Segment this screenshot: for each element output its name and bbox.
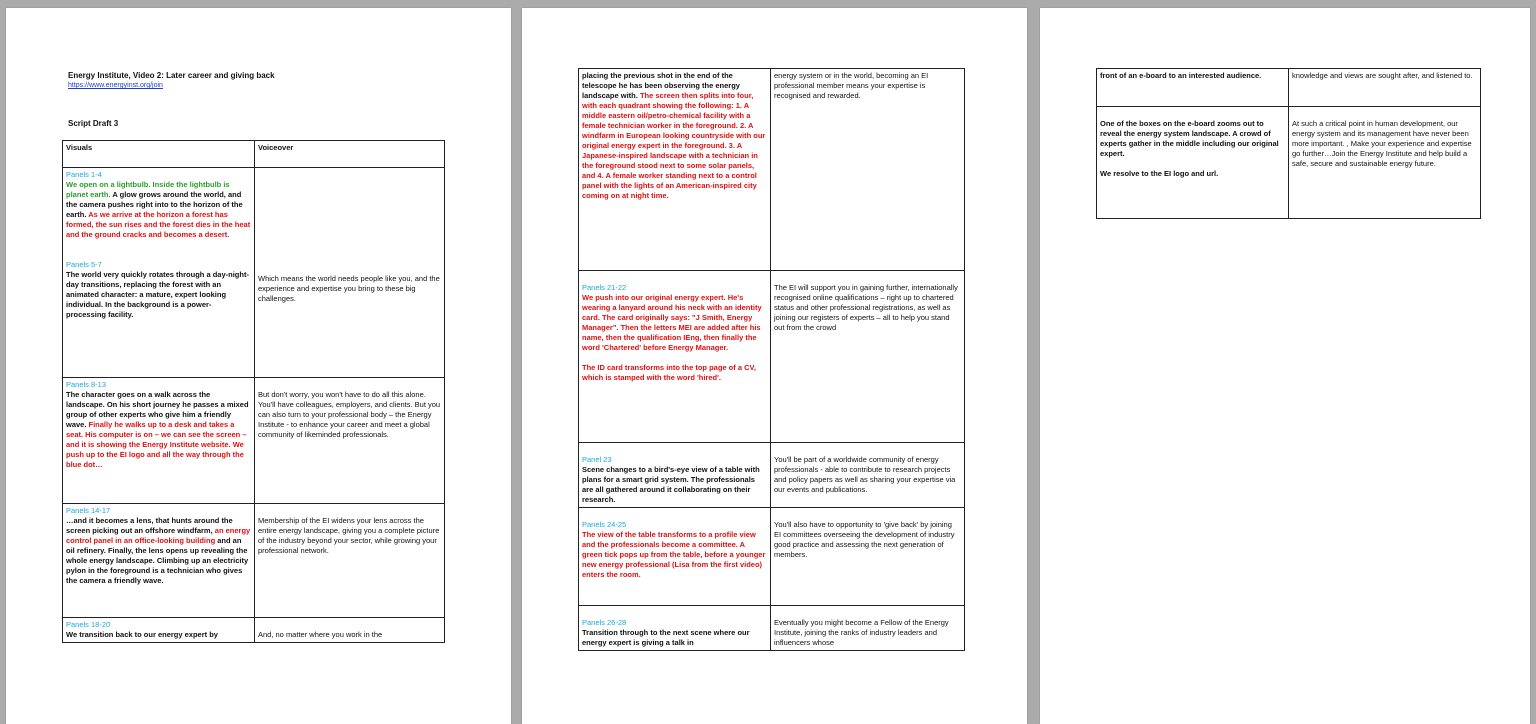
voiceover-cell xyxy=(255,378,445,504)
voiceover-header: Voiceover xyxy=(255,141,445,168)
voiceover-cell xyxy=(771,508,965,606)
visuals-cell xyxy=(63,168,255,378)
visual-text: One of the boxes on the e-board zooms out to reveal the energy system landscape. A crowd of experts gather in the middle including our original expert. xyxy=(1100,119,1279,158)
visual-text: We resolve to the EI logo and url. xyxy=(1100,169,1219,178)
voiceover-cell xyxy=(771,606,965,651)
voiceover-cell xyxy=(771,69,965,271)
visual-text: placing the previous shot in the end of the telescope he has been observing the energy landscape with. xyxy=(582,71,740,100)
visual-text: Transition through to the next scene where our energy expert is giving a talk in xyxy=(582,628,750,647)
table-row xyxy=(579,508,965,606)
voiceover-text: But don't worry, you won't have to do all this alone. You'll have colleagues, employers, and clients. But you can also turn to your professional body – the Energy Institute - to enhance your career and meet a global community of likeminded professionals. xyxy=(258,390,441,439)
document-page-2 xyxy=(522,8,1027,724)
visual-text-red: Finally he walks up to a desk and takes a seat. His computer is on – we can see the screen – and it is showing the Energy Institute website. We push up to the EI logo and all the way through the blue dot… xyxy=(66,420,247,469)
panel-heading: Panels 8-13 xyxy=(66,380,107,389)
panel-heading: Panel 23 xyxy=(582,455,612,464)
table-row xyxy=(63,504,445,618)
panel-heading: Panels 18-20 xyxy=(66,620,111,629)
visual-text: A glow grows around the world, and the camera pushes right into to the horizon of the earth. xyxy=(66,190,243,219)
voiceover-cell xyxy=(771,443,965,508)
visual-text-red: As we arrive at the horizon a forest has formed, the sun rises and the forest dies in the heat and the ground cracks and becomes a desert. xyxy=(66,210,251,239)
voiceover-text: Which means the world needs people like you, and the experience and expertise you bring to these big challenges. xyxy=(258,274,440,303)
visuals-cell xyxy=(1097,107,1289,219)
draft-label: Script Draft 3 xyxy=(68,119,119,128)
visuals-cell xyxy=(579,606,771,651)
visual-text: Scene changes to a bird's-eye view of a table with plans for a smart grid system. The professionals are all gathered around it collaborating on their research. xyxy=(582,465,760,504)
script-table xyxy=(62,140,445,643)
visuals-cell xyxy=(579,508,771,606)
panel-heading: Panels 1-4 xyxy=(66,170,102,179)
visual-text: and an oil refinery. Finally, the lens opens up revealing the whole energy landscape. Climbing up an electricity pylon in the foreground is a technician who gives the camera a friendly wave. xyxy=(66,536,249,585)
panel-heading: Panels 21-22 xyxy=(582,283,627,292)
table-row xyxy=(63,618,445,643)
voiceover-text: The EI will support you in gaining further, internationally recognised online qualifications – right up to chartered status and other professional registrations, as well as joining our registers of experts – all to help you stand out from the crowd xyxy=(774,283,958,332)
panel-heading: Panels 24-25 xyxy=(582,520,627,529)
visuals-cell xyxy=(1097,69,1289,107)
voiceover-text: And, no matter where you work in the xyxy=(258,630,383,639)
visual-text: front of an e-board to an interested audience. xyxy=(1100,71,1262,80)
visual-text-red: The screen then splits into four, with each quadrant showing the following: 1. A middle eastern oil/petro-chemical facility with a female technician worker in the foreground. 2. A windfarm in European looking countryside with our original energy expert in the foreground. 3. A Japanese-inspired landscape with a technician in the foreground stood next to some solar panels, and 4. A female worker standing next to a control panel with the lights of an American-inspired city coming on at night time. xyxy=(582,91,766,200)
document-page-1 xyxy=(6,8,511,724)
visual-text-red: The ID card transforms into the top page of a CV, which is stamped with the word 'hired'. xyxy=(582,363,756,382)
table-row xyxy=(1097,69,1481,107)
voiceover-cell xyxy=(771,271,965,443)
visuals-header: Visuals xyxy=(63,141,255,168)
panel-heading: Panels 5-7 xyxy=(66,260,102,269)
visual-text-red: The view of the table transforms to a profile view and the professionals become a committee. A green tick pops up from the table, before a younger new energy professional (Lisa from the first video) enters the room. xyxy=(582,530,766,579)
table-row xyxy=(579,606,965,651)
panel-heading: Panels 14-17 xyxy=(66,506,111,515)
table-row xyxy=(63,378,445,504)
panel-heading: Panels 26-28 xyxy=(582,618,627,627)
voiceover-cell xyxy=(255,618,445,643)
visual-text-green: We open on a lightbulb. Inside the lightbulb is planet earth. xyxy=(66,180,230,199)
table-row xyxy=(63,168,445,378)
visuals-cell xyxy=(579,69,771,271)
voiceover-text: At such a critical point in human development, our energy system and its management have never been more important. , Make your experience and expertise go further…Join the Energy Institute and help build a safe, secure and sustainable energy future. xyxy=(1292,119,1472,168)
voiceover-cell xyxy=(255,168,445,378)
visuals-cell xyxy=(579,271,771,443)
visual-text: The character goes on a walk across the landscape. On his short journey he passes a mixed group of other experts who give him a friendly wave. xyxy=(66,390,249,429)
visuals-cell xyxy=(63,618,255,643)
visual-text: …and it becomes a lens, that hunts around the screen picking out an offshore windfarm, xyxy=(66,516,233,535)
visual-text-red: We push into our original energy expert. He's wearing a lanyard around his neck with an identity card. The card originally says: "J Smith, Energy Manager". Then the letters MEI are added after his name, then the qualification IEng, then finally the word 'Chartered' before Energy Manager. xyxy=(582,293,762,352)
document-page-3 xyxy=(1040,8,1530,724)
visuals-cell xyxy=(579,443,771,508)
visuals-cell xyxy=(63,378,255,504)
join-link[interactable]: https://www.energyinst.org/join xyxy=(68,82,163,89)
table-row xyxy=(579,69,965,271)
voiceover-cell xyxy=(255,504,445,618)
visual-text-red: an energy control panel in an office-looking building xyxy=(66,526,251,545)
voiceover-text: Membership of the EI widens your lens across the entire energy landscape, giving you a complete picture of the industry beyond your sector, while growing your professional network. xyxy=(258,516,440,555)
visual-text: The world very quickly rotates through a day-night-day transitions, replacing the forest with an animated character: a mature, expert looking individual. In the background is a power-processing facility. xyxy=(66,270,249,319)
table-row xyxy=(579,443,965,508)
voiceover-text: Eventually you might become a Fellow of the Energy Institute, joining the ranks of industry leaders and influencers whose xyxy=(774,618,949,647)
voiceover-text: energy system or in the world, becoming an EI professional member means your expertise is recognised and rewarded. xyxy=(774,71,929,100)
voiceover-text: knowledge and views are sought after, and listened to. xyxy=(1292,71,1473,80)
visuals-cell xyxy=(63,504,255,618)
visual-text: We transition back to our energy expert by xyxy=(66,630,218,639)
table-header-row xyxy=(63,141,445,168)
script-table-continued xyxy=(1096,68,1481,219)
voiceover-text: You'll be part of a worldwide community of energy professionals - able to contribute to research projects and policy papers as well as sharing your expertise via our events and publications. xyxy=(774,455,956,494)
voiceover-cell xyxy=(1289,107,1481,219)
table-row xyxy=(579,271,965,443)
voiceover-cell xyxy=(1289,69,1481,107)
document-title: Energy Institute, Video 2: Later career and giving back xyxy=(68,71,275,80)
voiceover-text: You'll also have to opportunity to 'give back' by joining EI committees overseeing the development of industry good practice and assessing the next generation of members. xyxy=(774,520,955,559)
table-row xyxy=(1097,107,1481,219)
script-table-continued xyxy=(578,68,965,651)
